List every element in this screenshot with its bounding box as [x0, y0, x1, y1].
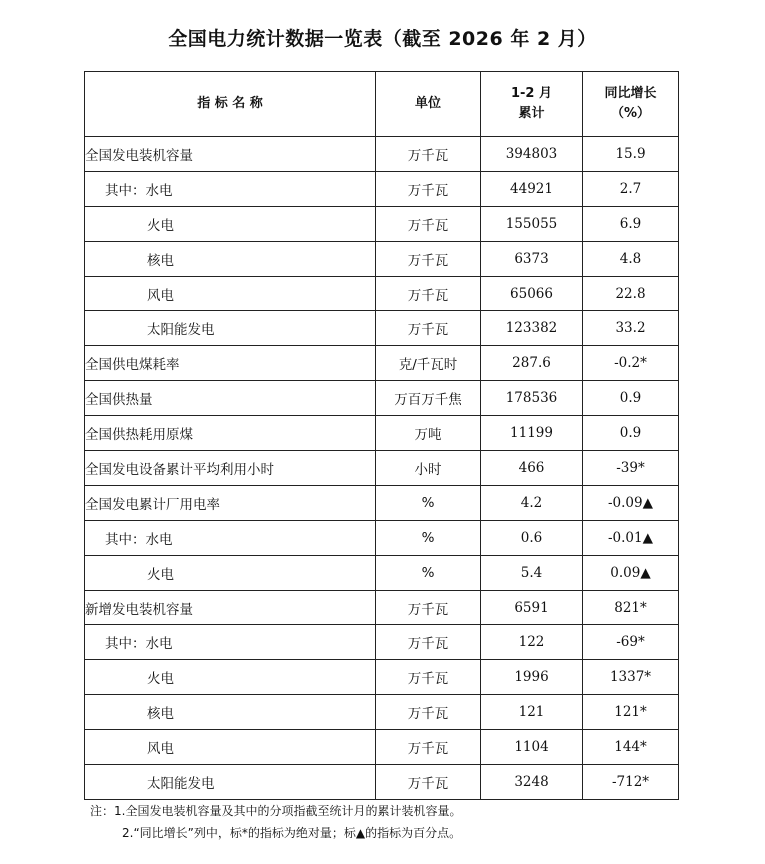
header-cumulative-line1: 1-2 月 [510, 86, 552, 101]
table-row [85, 346, 679, 381]
cumulative-value-cell: 123382 [481, 311, 583, 346]
yoy-growth-cell: -0.01▲ [583, 520, 679, 555]
yoy-growth-cell: 144* [583, 730, 679, 765]
cumulative-value-cell: 3248 [481, 765, 583, 800]
cumulative-value-cell: 178536 [481, 381, 583, 416]
unit-cell: 万千瓦 [376, 660, 481, 695]
indicator-name-cell: 太阳能发电 [85, 311, 376, 346]
yoy-growth-cell: 0.9 [583, 381, 679, 416]
unit-cell: 万千瓦 [376, 241, 481, 276]
cumulative-value-cell: 11199 [481, 416, 583, 451]
indicator-name-cell: 风电 [85, 276, 376, 311]
cumulative-value-cell: 466 [481, 451, 583, 486]
table-row [85, 660, 679, 695]
table-body [85, 137, 679, 800]
table-row [85, 730, 679, 765]
table-row [85, 206, 679, 241]
footnotes [90, 800, 461, 844]
yoy-growth-cell: 0.9 [583, 416, 679, 451]
unit-cell: 克/千瓦时 [376, 346, 481, 381]
unit-cell: 万千瓦 [376, 590, 481, 625]
table-row [85, 625, 679, 660]
yoy-growth-cell: 6.9 [583, 206, 679, 241]
unit-cell: 万百万千焦 [376, 381, 481, 416]
indicator-name-cell: 火电 [85, 206, 376, 241]
yoy-growth-cell: -712* [583, 765, 679, 800]
unit-cell: 万千瓦 [376, 137, 481, 172]
yoy-growth-cell: 4.8 [583, 241, 679, 276]
header-yoy-line1: 同比增长 [604, 86, 657, 101]
header-indicator-name: 指 标 名 称 [85, 72, 376, 137]
yoy-growth-cell: 2.7 [583, 171, 679, 206]
cumulative-value-cell: 287.6 [481, 346, 583, 381]
yoy-growth-cell: -0.09▲ [583, 485, 679, 520]
cumulative-value-cell: 6373 [481, 241, 583, 276]
yoy-growth-cell: 15.9 [583, 137, 679, 172]
table-row [85, 520, 679, 555]
indicator-name-cell: 风电 [85, 730, 376, 765]
table-row [85, 451, 679, 486]
unit-cell: 小时 [376, 451, 481, 486]
table-row [85, 137, 679, 172]
indicator-name-cell: 其中：水电 [85, 520, 376, 555]
cumulative-value-cell: 1104 [481, 730, 583, 765]
header-cumulative-line2: 累计 [518, 106, 545, 121]
table-row [85, 485, 679, 520]
cumulative-value-cell: 44921 [481, 171, 583, 206]
unit-cell: 万千瓦 [376, 206, 481, 241]
indicator-name-cell: 全国发电装机容量 [85, 137, 376, 172]
cumulative-value-cell: 5.4 [481, 555, 583, 590]
unit-cell: 万千瓦 [376, 625, 481, 660]
cumulative-value-cell: 0.6 [481, 520, 583, 555]
unit-cell: % [376, 555, 481, 590]
cumulative-value-cell: 121 [481, 695, 583, 730]
yoy-growth-cell: -69* [583, 625, 679, 660]
unit-cell: 万千瓦 [376, 730, 481, 765]
unit-cell: % [376, 520, 481, 555]
table-row [85, 311, 679, 346]
table-row [85, 416, 679, 451]
footnote-1: 注：1.全国发电装机容量及其中的分项指截至统计月的累计装机容量。 [90, 804, 462, 818]
unit-cell: % [376, 485, 481, 520]
indicator-name-cell: 全国发电设备累计平均利用小时 [85, 451, 376, 486]
indicator-name-cell: 全国供电煤耗率 [85, 346, 376, 381]
yoy-growth-cell: -39* [583, 451, 679, 486]
indicator-name-cell: 全国供热耗用原煤 [85, 416, 376, 451]
yoy-growth-cell: 22.8 [583, 276, 679, 311]
footnote-2: 2.“同比增长”列中，标*的指标为绝对量；标▲的指标为百分点。 [122, 826, 462, 840]
yoy-growth-cell: -0.2* [583, 346, 679, 381]
table-row [85, 241, 679, 276]
header-yoy-growth [583, 72, 679, 137]
cumulative-value-cell: 65066 [481, 276, 583, 311]
yoy-growth-cell: 1337* [583, 660, 679, 695]
unit-cell: 万千瓦 [376, 695, 481, 730]
yoy-growth-cell: 33.2 [583, 311, 679, 346]
indicator-name-cell: 全国供热量 [85, 381, 376, 416]
indicator-name-cell: 全国发电累计厂用电率 [85, 485, 376, 520]
table-row [85, 171, 679, 206]
header-unit: 单位 [376, 72, 481, 137]
indicator-name-cell: 核电 [85, 695, 376, 730]
cumulative-value-cell: 122 [481, 625, 583, 660]
unit-cell: 万千瓦 [376, 765, 481, 800]
table-header-row [85, 72, 679, 137]
indicator-name-cell: 火电 [85, 660, 376, 695]
statistics-table [84, 71, 679, 800]
table-row [85, 555, 679, 590]
indicator-name-cell: 其中：水电 [85, 171, 376, 206]
cumulative-value-cell: 4.2 [481, 485, 583, 520]
cumulative-value-cell: 1996 [481, 660, 583, 695]
header-yoy-line2: （%） [610, 106, 651, 121]
unit-cell: 万吨 [376, 416, 481, 451]
indicator-name-cell: 太阳能发电 [85, 765, 376, 800]
table-row [85, 590, 679, 625]
cumulative-value-cell: 394803 [481, 137, 583, 172]
unit-cell: 万千瓦 [376, 171, 481, 206]
cumulative-value-cell: 6591 [481, 590, 583, 625]
yoy-growth-cell: 821* [583, 590, 679, 625]
table-row [85, 695, 679, 730]
table-row [85, 765, 679, 800]
header-cumulative [481, 72, 583, 137]
unit-cell: 万千瓦 [376, 311, 481, 346]
unit-cell: 万千瓦 [376, 276, 481, 311]
page-title: 全国电力统计数据一览表（截至 2026 年 2 月） [168, 28, 597, 50]
indicator-name-cell: 核电 [85, 241, 376, 276]
table-row [85, 381, 679, 416]
indicator-name-cell: 新增发电装机容量 [85, 590, 376, 625]
indicator-name-cell: 火电 [85, 555, 376, 590]
table-row [85, 276, 679, 311]
yoy-growth-cell: 121* [583, 695, 679, 730]
indicator-name-cell: 其中：水电 [85, 625, 376, 660]
yoy-growth-cell: 0.09▲ [583, 555, 679, 590]
cumulative-value-cell: 155055 [481, 206, 583, 241]
